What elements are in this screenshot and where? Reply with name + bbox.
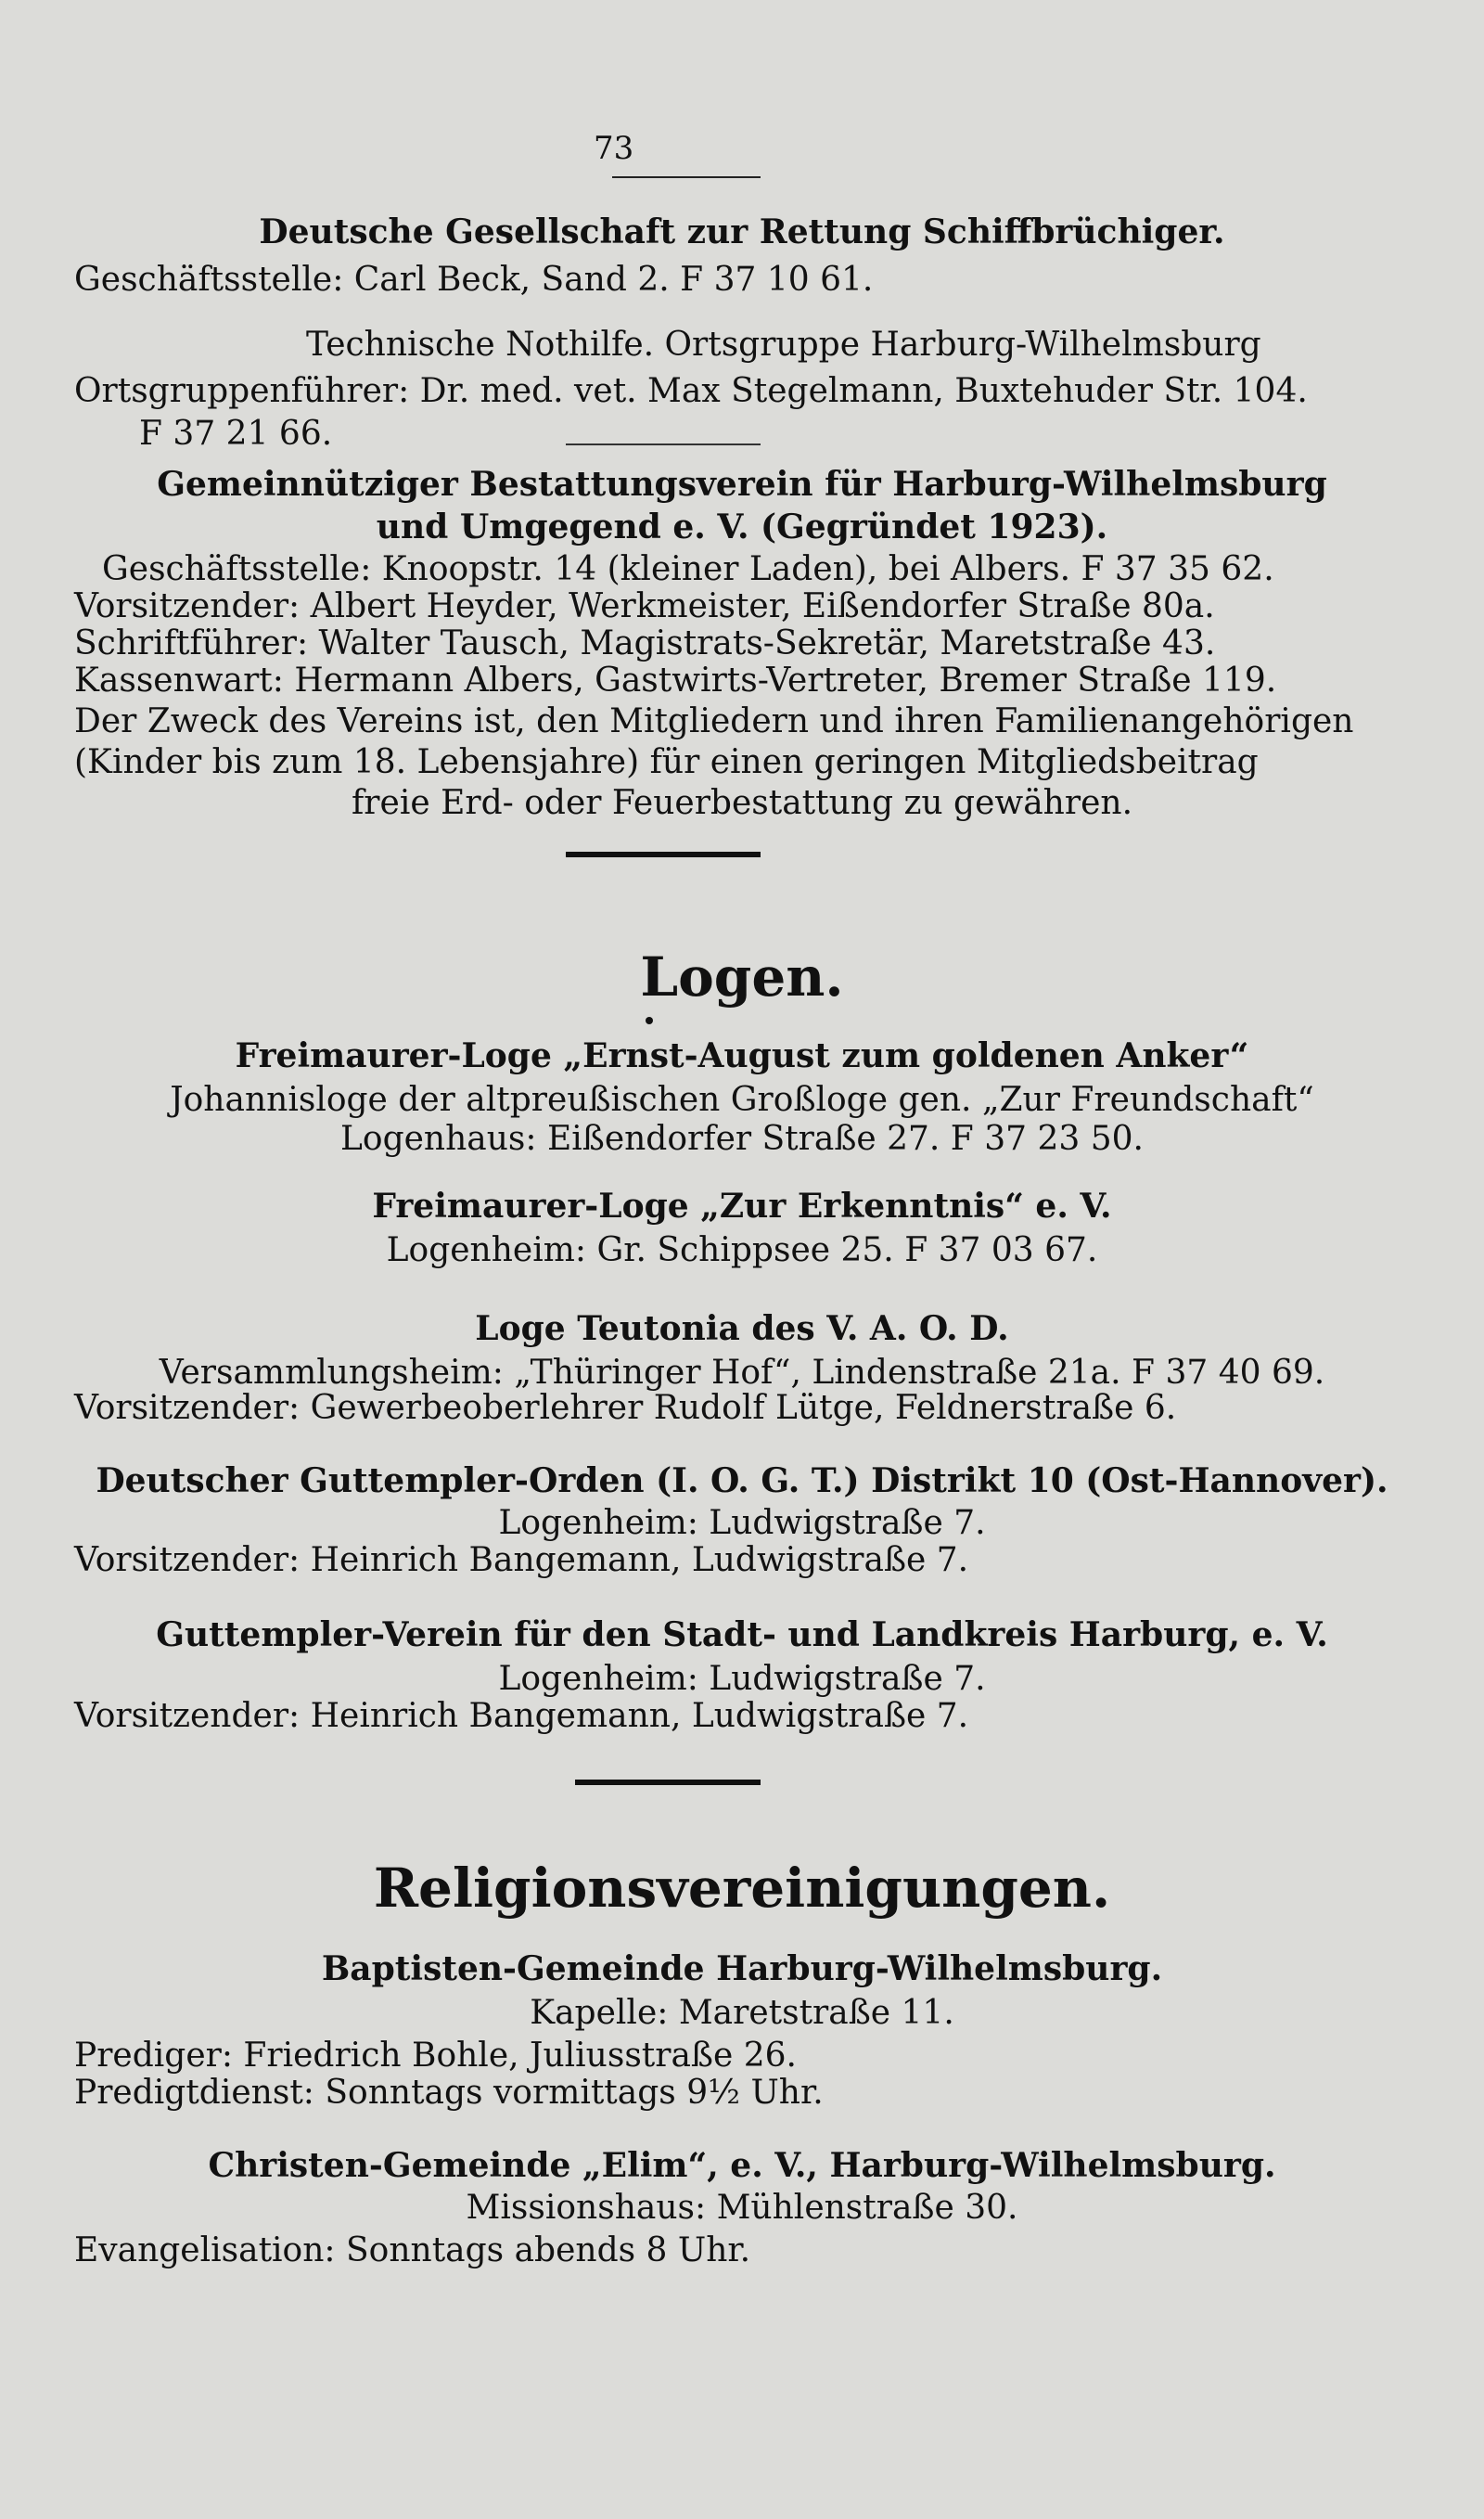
r1-line2: Prediger: Friedrich Bohle, Juliusstraße 26. [74, 2037, 797, 2075]
logen-heading: Logen. [640, 945, 844, 1009]
s3-line3: Schriftführer: Walter Tausch, Magistrats-Sekretär, Maretstraße 43. [74, 624, 1216, 662]
s3-line2: Vorsitzender: Albert Heyder, Werkmeister, Eißendorfer Straße 80a. [74, 587, 1215, 625]
r1-line3: Predigtdienst: Sonntags vormittags 9½ Uhr. [74, 2074, 824, 2112]
section-rule [575, 1780, 761, 1785]
s3-line7: freie Erd- oder Feuerbestattung zu gewähren. [351, 784, 1133, 822]
l4-title: Deutscher Guttempler-Orden (I. O. G. T.) Distrikt 10 (Ost-Hannover). [96, 1461, 1388, 1500]
s3-line4: Kassenwart: Hermann Albers, Gastwirts-Vertreter, Bremer Straße 119. [74, 662, 1277, 700]
s2-title: Technische Nothilfe. Ortsgruppe Harburg-Wilhelmsburg [306, 326, 1261, 364]
separator-rule [566, 443, 761, 445]
ornament-dot [646, 1017, 653, 1024]
s1-line1: Geschäftsstelle: Carl Beck, Sand 2. F 37 10 61. [74, 261, 874, 299]
s3-line6: (Kinder bis zum 18. Lebensjahre) für einen geringen Mitgliedsbeitrag [74, 743, 1259, 781]
l5-title: Guttempler-Verein für den Stadt- und Landkreis Harburg, e. V. [156, 1615, 1328, 1654]
s3-title1: Gemeinnütziger Bestattungsverein für Harburg-Wilhelmsburg [157, 465, 1327, 504]
l1-title: Freimaurer-Loge „Ernst-August zum goldenen Anker“ [235, 1036, 1249, 1075]
l5-line1: Logenheim: Ludwigstraße 7. [498, 1660, 986, 1698]
l4-line2: Vorsitzender: Heinrich Bangemann, Ludwigstraße 7. [74, 1541, 969, 1579]
section-rule [566, 852, 761, 857]
page-number: 73 [594, 130, 634, 167]
r1-line1: Kapelle: Maretstraße 11. [530, 1994, 954, 2032]
s1-title: Deutsche Gesellschaft zur Rettung Schiffbrüchiger. [259, 212, 1225, 251]
l2-title: Freimaurer-Loge „Zur Erkenntnis“ e. V. [372, 1187, 1112, 1226]
l3-line2: Vorsitzender: Gewerbeoberlehrer Rudolf Lütge, Feldnerstraße 6. [74, 1389, 1177, 1427]
page-number-rule [612, 176, 761, 178]
r2-line1: Missionshaus: Mühlenstraße 30. [466, 2189, 1018, 2227]
l3-line1: Versammlungsheim: „Thüringer Hof“, Lindenstraße 21a. F 37 40 69. [159, 1354, 1325, 1392]
s2-line2: F 37 21 66. [139, 415, 333, 453]
s3-title2: und Umgegend e. V. (Gegründet 1923). [376, 508, 1108, 546]
r2-line2: Evangelisation: Sonntags abends 8 Uhr. [74, 2231, 751, 2269]
l5-line2: Vorsitzender: Heinrich Bangemann, Ludwigstraße 7. [74, 1697, 969, 1735]
s3-line1: Geschäftsstelle: Knoopstr. 14 (kleiner Laden), bei Albers. F 37 35 62. [102, 550, 1274, 588]
l2-line1: Logenheim: Gr. Schippsee 25. F 37 03 67. [386, 1231, 1098, 1269]
s2-line1: Ortsgruppenführer: Dr. med. vet. Max Stegelmann, Buxtehuder Str. 104. [74, 372, 1308, 410]
r2-title: Christen-Gemeinde „Elim“, e. V., Harburg-Wilhelmsburg. [208, 2146, 1276, 2185]
l4-line1: Logenheim: Ludwigstraße 7. [498, 1504, 986, 1542]
l1-line2: Logenhaus: Eißendorfer Straße 27. F 37 23 50. [339, 1120, 1144, 1158]
l3-title: Loge Teutonia des V. A. O. D. [475, 1309, 1009, 1348]
s3-line5: Der Zweck des Vereins ist, den Mitgliedern und ihren Familienangehörigen [74, 702, 1354, 740]
rel-heading: Religionsvereinigungen. [373, 1857, 1111, 1920]
l1-line1: Johannisloge der altpreußischen Großloge gen. „Zur Freundschaft“ [170, 1081, 1314, 1119]
r1-title: Baptisten-Gemeinde Harburg-Wilhelmsburg. [321, 1949, 1163, 1988]
